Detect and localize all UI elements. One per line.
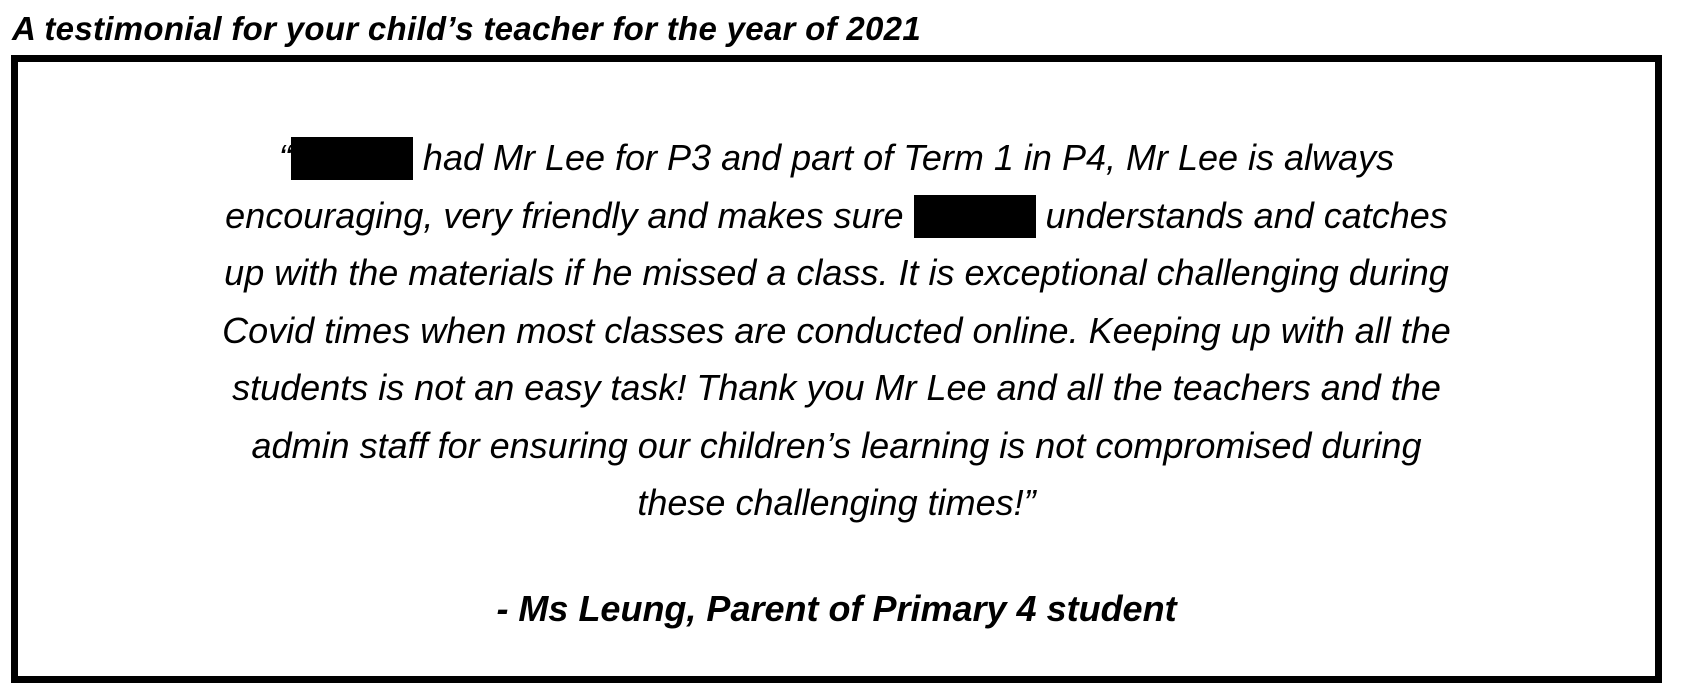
quote-line: admin staff for ensuring our children’s learning is not compromised during <box>251 424 1422 466</box>
quote-line: Covid times when most classes are conducted online. Keeping up with all the <box>222 309 1451 351</box>
quote-text: understands and catches <box>1035 194 1448 236</box>
quote-line: up with the materials if he missed a class. It is exceptional challenging during <box>224 252 1449 293</box>
quote-line: these challenging times!” <box>637 482 1036 523</box>
quote-text: encouraging, very friendly and makes sure <box>225 194 914 236</box>
quote-line <box>18 129 1655 187</box>
redacted-name <box>914 195 1036 238</box>
redacted-name <box>291 137 413 180</box>
page-title: A testimonial for your child’s teacher for the year of 2021 <box>12 10 921 47</box>
quote-text: had Mr Lee for P3 and part of Term 1 in P4, Mr Lee is always <box>412 137 1395 178</box>
testimonial-signature: - Ms Leung, Parent of Primary 4 student <box>496 588 1177 629</box>
testimonial-box <box>11 55 1662 683</box>
quote-text: “ <box>278 137 291 178</box>
quote-line: students is not an easy task! Thank you Mr Lee and all the teachers and the <box>232 367 1441 408</box>
testimonial-quote <box>18 129 1655 532</box>
quote-line <box>18 187 1655 245</box>
